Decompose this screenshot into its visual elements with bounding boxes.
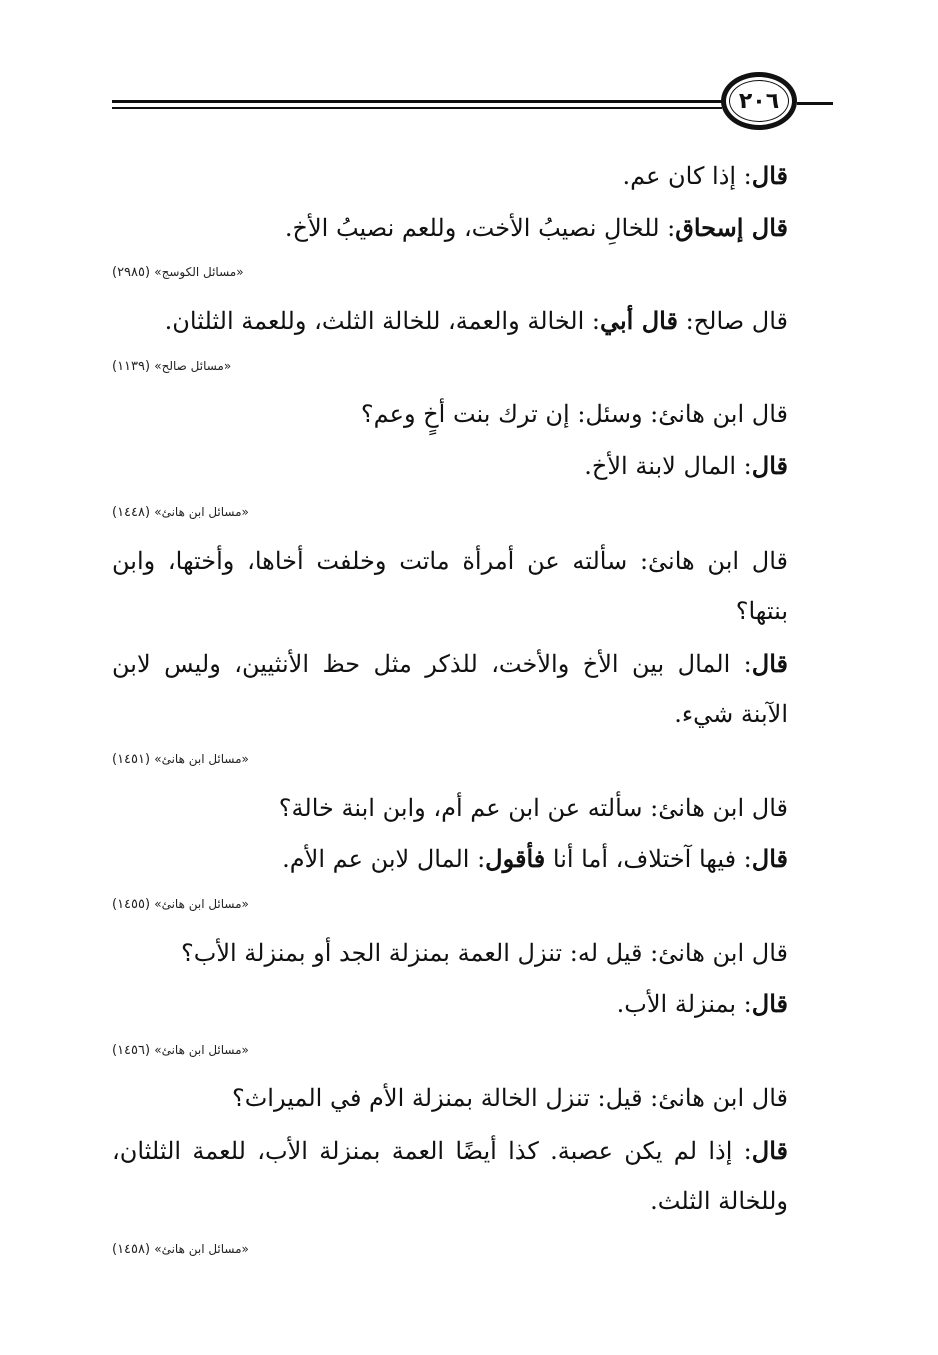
text-line: قال ابن هانئ: سألته عن أمرأة ماتت وخلفت أخاها، وأختها، وابن [112,547,788,575]
text-line: الآبنة شيء. [674,700,788,728]
text-line: قال: بمنزلة الأب. [616,989,788,1018]
source-reference [112,895,249,914]
text-line: قال: إذا كان عم. [622,161,788,190]
source-reference [112,750,249,769]
speaker-label: قال إسحاق [675,213,788,242]
text-line: وللخالة الثلث. [650,1187,788,1215]
speaker-label: قال [751,1136,789,1165]
ref-number: (١٤٥٦) [112,1043,151,1058]
text-line: قال: المال لابنة الأخ. [584,451,788,480]
ref-number: (١٤٥١) [112,752,151,767]
text-line: قال ابن هانئ: قيل له: تنزل العمة بمنزلة الجد أو بمنزلة الأب؟ [180,939,788,967]
text-line: قال صالح: قال أبي: الخالة والعمة، للخالة الثلث، وللعمة الثلثان. [164,306,788,335]
speaker-label: قال [751,649,788,678]
ref-source: «مسائل صالح» [154,359,232,373]
ref-source: «مسائل ابن هانئ» [154,1242,249,1256]
speaker-label: قال [751,161,788,190]
text-line: قال: المال بين الأخ والأخت، للذكر مثل حظ الأنثيين، وليس لابن [112,649,788,678]
text-line: قال ابن هانئ: وسئل: إن ترك بنت أخٍ وعم؟ [360,400,788,428]
text-line: قال: إذا لم يكن عصبة. كذا أيضًا العمة بمنزلة الأب، للعمة الثلثان، [112,1136,789,1165]
text-line: قال ابن هانئ: سألته عن ابن عم أم، وابن ابنة خالة؟ [278,794,788,822]
text-line: قال ابن هانئ: قيل: تنزل الخالة بمنزلة الأم في الميراث؟ [231,1084,788,1112]
text-line: قال إسحاق: للخالِ نصيبُ الأخت، وللعم نصيبُ الأخ. [284,213,788,242]
speaker-label: قال [751,451,788,480]
source-reference [112,263,244,282]
ref-source: «مسائل ابن هانئ» [154,897,249,911]
speaker-label: قال أبي [600,306,678,335]
ref-source: «مسائل ابن هانئ» [154,752,249,766]
ref-number: (١١٣٩) [112,359,151,374]
ref-number: (١٤٥٥) [112,897,151,912]
speaker-label: قال [751,844,788,873]
page-number: ٢٠٦ [738,88,780,114]
ref-source: «مسائل الكوسج» [154,265,244,279]
ref-number: (٢٩٨٥) [112,265,151,280]
source-reference [112,357,231,376]
text-line: قال: فيها آختلاف، أما أنا فأقول: المال لابن عم الأم. [282,844,788,873]
ref-number: (١٤٤٨) [112,505,151,520]
text-line: بنتها؟ [735,597,788,625]
ref-source: «مسائل ابن هانئ» [154,505,249,519]
source-reference [112,503,249,522]
source-reference [112,1240,249,1259]
source-reference [112,1041,249,1060]
page-body [112,0,788,1355]
ref-source: «مسائل ابن هانئ» [154,1043,249,1057]
header-rule-right-stub [797,102,833,105]
speaker-label: قال [751,989,788,1018]
ref-number: (١٤٥٨) [112,1242,151,1257]
